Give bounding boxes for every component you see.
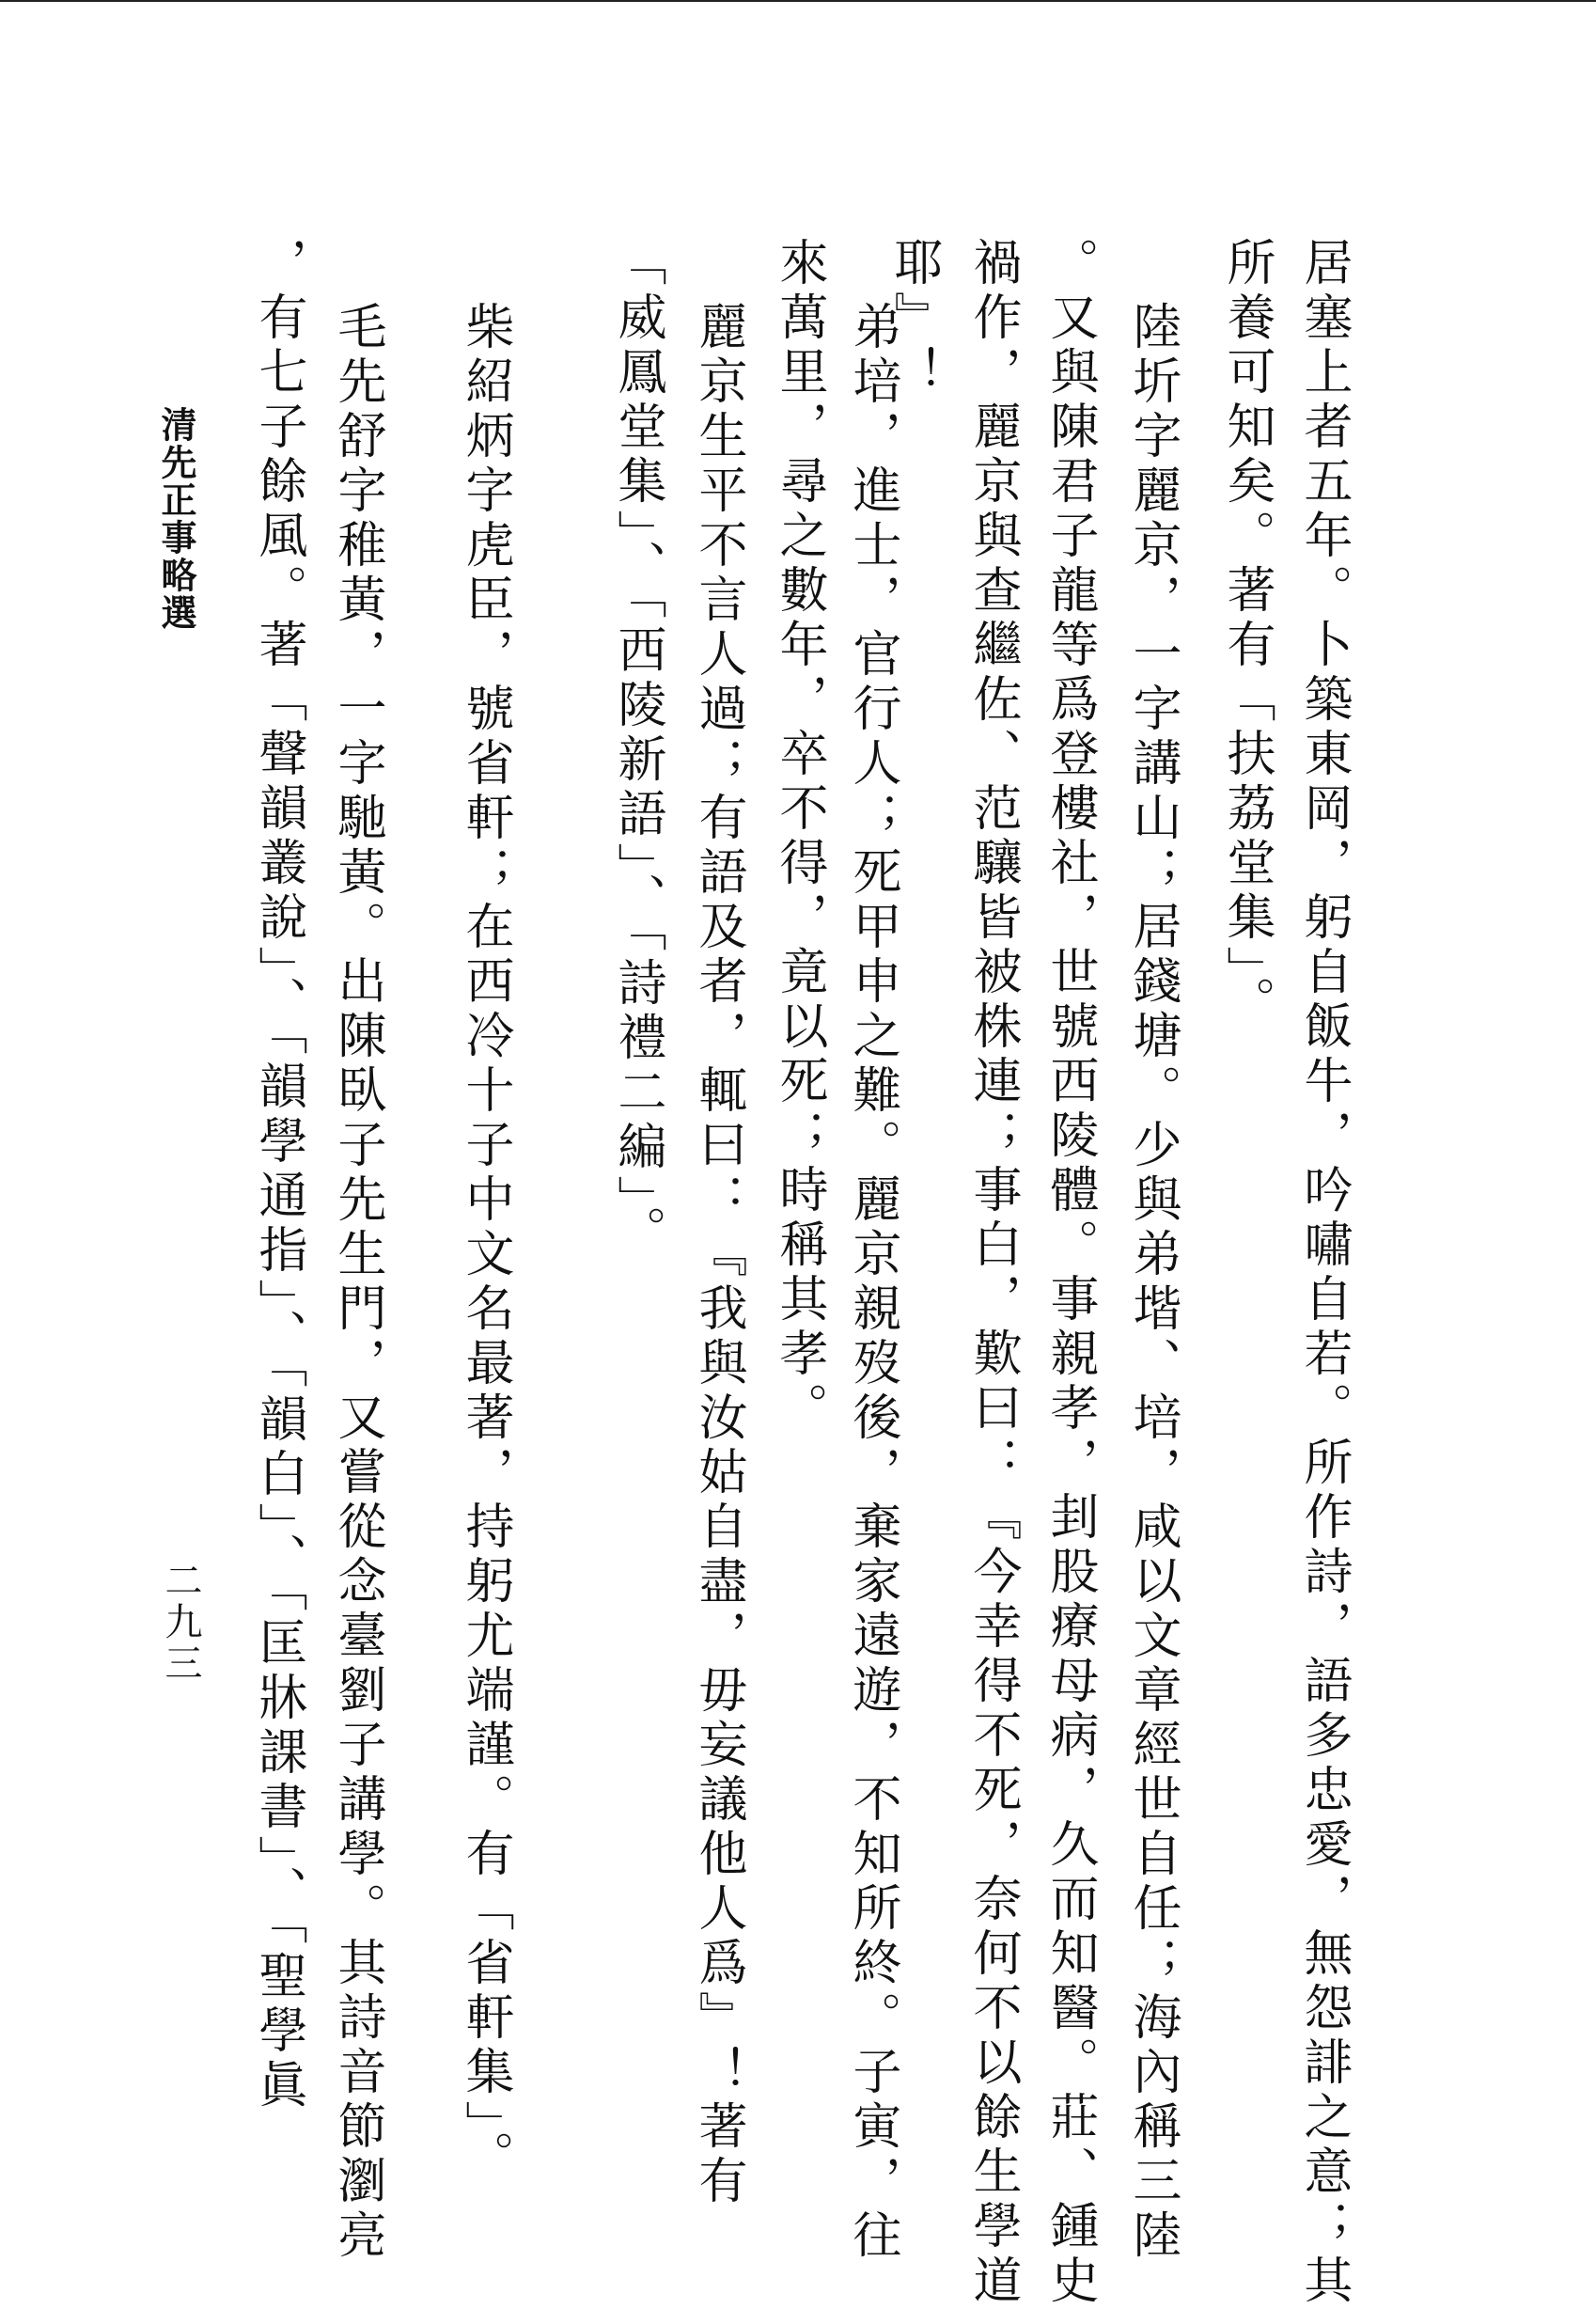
text-column-12: 毛先舒字稚黃，一字馳黃。出陳臥子先生門，又嘗從念臺劉子講學。其詩音節瀏亮 (329, 301, 385, 2264)
text-column-4: 。又與陳君子龍等爲登樓社，世號西陵體。事親孝，刲股療母病，久而知醫。莊、鍾史 (1041, 237, 1098, 2309)
text-column-10: 「威鳳堂集」、「西陵新語」、「詩禮二編」。 (609, 237, 665, 1260)
text-column-8: 來萬里，尋之數年，卒不得，竟以死；時稱其孝。 (771, 237, 827, 1437)
text-column-6: 耶』！ (885, 237, 942, 401)
text-column-13: ，有七子餘風。著「聲韻叢說」、「韻學通指」、「韻白」、「匡牀課書」、「聖學眞 (250, 237, 306, 2113)
text-column-3: 陸圻字麗京，一字講山；居錢塘。少與弟堦、培，咸以文章經世自任；海內稱三陸 (1124, 301, 1181, 2264)
top-border-line (0, 0, 1596, 2)
text-column-7: 弟培，進士，官行人；死甲申之難。麗京親歿後，棄家遠遊，不知所終。子寅，往 (844, 301, 900, 2264)
text-column-1: 居塞上者五年。卜築東岡，躬自飯牛，吟嘯自若。所作詩，語多忠愛，無怨誹之意；其 (1295, 237, 1352, 2309)
text-column-11: 柴紹炳字虎臣，號省軒；在西冷十子中文名最著，持躬尤端謹。有「省軒集」。 (457, 301, 513, 2185)
text-column-2: 所養可知矣。著有「扶荔堂集」。 (1218, 237, 1275, 1030)
page-number: 二九三 (159, 1561, 202, 1685)
text-column-5: 禍作，麗京與查繼佐、范驤皆被株連；事白，歎曰：『今幸得不死，奈何不以餘生學道 (964, 237, 1021, 2309)
book-title-footer: 清先正事略選 (155, 406, 196, 632)
text-column-9: 麗京生平不言人過；有語及者，輒曰：『我與汝姑自盡，毋妄議他人爲』！著有 (690, 301, 746, 2209)
